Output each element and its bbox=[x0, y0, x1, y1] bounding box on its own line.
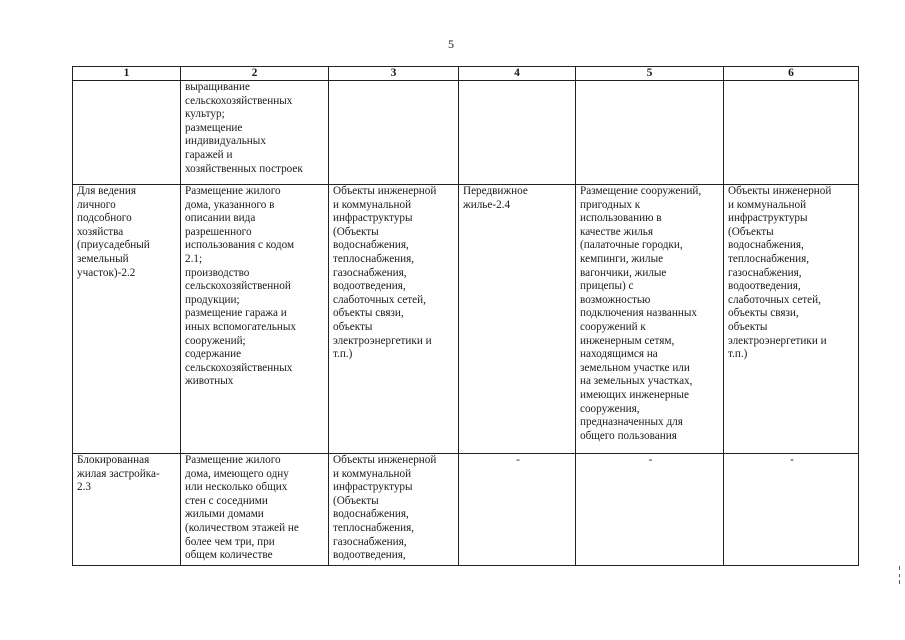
cell-text-line: - bbox=[648, 454, 653, 466]
cell-text-line: личного bbox=[77, 198, 116, 211]
cell-text-line: - bbox=[516, 454, 520, 466]
cell-text-line: содержание bbox=[185, 348, 242, 361]
table-row bbox=[73, 454, 859, 566]
cell-text-line: земельный bbox=[77, 252, 129, 265]
cell-text-line: 2.3 bbox=[77, 481, 91, 494]
table-header-row bbox=[73, 67, 859, 81]
cell-text-line: водоснабжения, bbox=[728, 239, 804, 252]
cell-text-line: (палаточные городки, bbox=[580, 239, 683, 252]
cell-text-line: слаботочных сетей, bbox=[728, 293, 821, 306]
cell-text-line: инженерным сетям, bbox=[580, 334, 675, 347]
cell-text-line: (Объекты bbox=[333, 494, 379, 507]
cell-text-line: Размещение сооружений, bbox=[580, 185, 702, 197]
cell-text-line: дома, имеющего одну bbox=[185, 467, 289, 480]
cell-text-line: объекты bbox=[333, 320, 373, 333]
cell-text-line: и коммунальной bbox=[333, 467, 412, 480]
table-cell bbox=[576, 454, 724, 566]
cell-text-line: объекты связи, bbox=[333, 307, 404, 320]
cell-text-line: продукции; bbox=[185, 293, 240, 306]
cell-text-line: сооружения, bbox=[580, 402, 640, 415]
column-header-2: 2 bbox=[181, 67, 329, 81]
cell-text-line: 2.1; bbox=[185, 252, 203, 265]
cell-text-line: т.п.) bbox=[333, 348, 353, 361]
table-cell bbox=[724, 185, 859, 454]
cell-text-line: жилье-2.4 bbox=[463, 198, 511, 211]
cell-text-line: прицепы) с bbox=[580, 280, 634, 293]
cell-text-line: жилая застройка- bbox=[77, 467, 160, 480]
cell-text-line: (Объекты bbox=[333, 225, 379, 238]
cell-text-line: сельскохозяйственных bbox=[185, 361, 293, 374]
cell-text-line: разрешенного bbox=[185, 225, 252, 238]
table-cell bbox=[459, 81, 576, 185]
column-header-6: 6 bbox=[724, 67, 859, 81]
cell-text-line: теплоснабжения, bbox=[333, 521, 415, 534]
column-header-3: 3 bbox=[329, 67, 459, 81]
cell-text-line: - bbox=[790, 454, 794, 466]
table-cell bbox=[459, 185, 576, 454]
cell-text-line: качестве жилья bbox=[580, 225, 654, 238]
cell-text-line: общем количестве bbox=[185, 549, 273, 562]
cell-text-line: размещение гаража и bbox=[185, 307, 287, 320]
cell-text-line: сооружений к bbox=[580, 320, 646, 333]
cell-text-line: использования с кодом bbox=[185, 239, 295, 252]
cell-text-line: слаботочных сетей, bbox=[333, 293, 426, 306]
cell-text-line: вагончики, жилые bbox=[580, 266, 667, 279]
page-number: 5 bbox=[448, 37, 454, 51]
scan-mark bbox=[899, 574, 900, 577]
cell-text-line: участок)-2.2 bbox=[77, 266, 136, 279]
cell-text-line: на земельных участках, bbox=[580, 375, 693, 388]
cell-text-line: подключения названных bbox=[580, 307, 697, 320]
table-cell bbox=[576, 185, 724, 454]
cell-text-line: Объекты инженерной bbox=[728, 185, 832, 197]
cell-text-line: дома, указанного в bbox=[185, 198, 275, 211]
table-row bbox=[73, 185, 859, 454]
cell-text-line: теплоснабжения, bbox=[728, 252, 810, 265]
table-cell bbox=[73, 81, 181, 185]
cell-text-line: производство bbox=[185, 266, 250, 279]
cell-text-line: или несколько общих bbox=[185, 481, 288, 494]
cell-text-line: газоснабжения, bbox=[728, 266, 802, 279]
table-row bbox=[73, 81, 859, 185]
table-cell bbox=[329, 185, 459, 454]
cell-text-line: водоснабжения, bbox=[333, 239, 409, 252]
zoning-table bbox=[72, 66, 859, 566]
cell-text-line: иных вспомогательных bbox=[185, 320, 297, 333]
cell-text-line: водоотведения, bbox=[333, 549, 406, 562]
cell-text-line: земельном участке или bbox=[580, 361, 690, 374]
cell-text-line: (Объекты bbox=[728, 225, 774, 238]
cell-text-line: гаражей и bbox=[185, 148, 233, 161]
cell-text-line: индивидуальных bbox=[185, 135, 266, 148]
cell-text-line: Размещение жилого bbox=[185, 454, 281, 466]
cell-text-line: сельскохозяйственной bbox=[185, 280, 291, 293]
cell-text-line: и коммунальной bbox=[728, 198, 807, 211]
table-cell bbox=[329, 454, 459, 566]
table-cell bbox=[576, 81, 724, 185]
cell-text-line: электроэнергетики и bbox=[333, 334, 432, 347]
cell-text-line: размещение bbox=[185, 121, 243, 134]
cell-text-line: Размещение жилого bbox=[185, 185, 281, 197]
cell-text-line: культур; bbox=[185, 108, 225, 121]
cell-text-line: кемпинги, жилые bbox=[580, 252, 664, 265]
cell-text-line: инфраструктуры bbox=[333, 212, 413, 225]
cell-text-line: газоснабжения, bbox=[333, 535, 407, 548]
cell-text-line: находящимся на bbox=[580, 348, 658, 361]
cell-text-line: водоотведения, bbox=[333, 280, 406, 293]
cell-text-line: использованию в bbox=[580, 212, 662, 225]
cell-text-line: стен с соседними bbox=[185, 494, 268, 507]
table-cell bbox=[724, 454, 859, 566]
column-header-4: 4 bbox=[459, 67, 576, 81]
cell-text-line: сельскохозяйственных bbox=[185, 94, 293, 107]
cell-text-line: Объекты инженерной bbox=[333, 185, 437, 197]
cell-text-line: жилыми домами bbox=[185, 508, 264, 521]
cell-text-line: электроэнергетики и bbox=[728, 334, 827, 347]
cell-text-line: объекты связи, bbox=[728, 307, 799, 320]
cell-text-line: Блокированная bbox=[77, 454, 150, 466]
cell-text-line: хозяйственных построек bbox=[185, 162, 303, 175]
cell-text-line: более чем три, при bbox=[185, 535, 275, 548]
cell-text-line: пригодных к bbox=[580, 198, 641, 211]
table-cell bbox=[724, 81, 859, 185]
table-cell bbox=[181, 185, 329, 454]
cell-text-line: Объекты инженерной bbox=[333, 454, 437, 466]
cell-text-line: (приусадебный bbox=[77, 239, 150, 252]
cell-text-line: выращивание bbox=[185, 81, 250, 93]
cell-text-line: Передвижное bbox=[463, 185, 528, 197]
cell-text-line: общего пользования bbox=[580, 429, 677, 442]
table-cell bbox=[459, 454, 576, 566]
cell-text-line: сооружений; bbox=[185, 334, 246, 347]
table-cell bbox=[73, 185, 181, 454]
cell-text-line: инфраструктуры bbox=[728, 212, 808, 225]
scan-mark bbox=[899, 566, 900, 570]
cell-text-line: хозяйства bbox=[77, 225, 124, 238]
cell-text-line: Для ведения bbox=[77, 185, 136, 197]
column-header-5: 5 bbox=[576, 67, 724, 81]
scan-mark bbox=[899, 580, 900, 584]
cell-text-line: т.п.) bbox=[728, 348, 748, 361]
cell-text-line: описании вида bbox=[185, 212, 256, 225]
cell-text-line: животных bbox=[185, 375, 234, 388]
table-cell bbox=[73, 454, 181, 566]
column-header-1: 1 bbox=[73, 67, 181, 81]
cell-text-line: и коммунальной bbox=[333, 198, 412, 211]
cell-text-line: имеющих инженерные bbox=[580, 388, 689, 401]
cell-text-line: газоснабжения, bbox=[333, 266, 407, 279]
table-cell bbox=[181, 454, 329, 566]
cell-text-line: возможностью bbox=[580, 293, 651, 306]
cell-text-line: водоотведения, bbox=[728, 280, 801, 293]
cell-text-line: предназначенных для bbox=[580, 416, 683, 429]
cell-text-line: теплоснабжения, bbox=[333, 252, 415, 265]
cell-text-line: водоснабжения, bbox=[333, 508, 409, 521]
cell-text-line: (количеством этажей не bbox=[185, 521, 299, 534]
cell-text-line: инфраструктуры bbox=[333, 481, 413, 494]
table-cell bbox=[181, 81, 329, 185]
table-cell bbox=[329, 81, 459, 185]
cell-text-line: подсобного bbox=[77, 212, 132, 225]
cell-text-line: объекты bbox=[728, 320, 768, 333]
